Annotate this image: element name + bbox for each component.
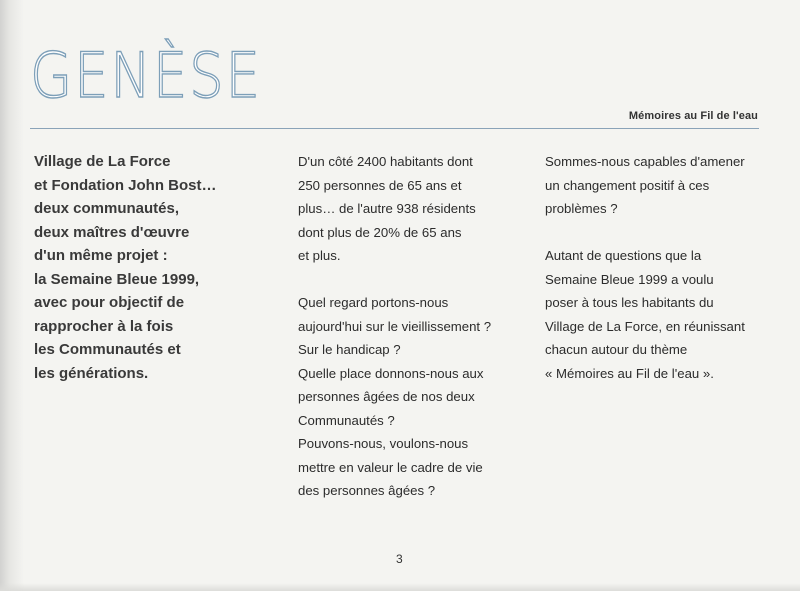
text-line: un changement positif à ces <box>545 177 710 193</box>
text-line: et plus. <box>298 248 341 263</box>
page-bottom-edge <box>0 583 800 591</box>
intro-line: avec pour objectif de <box>34 294 185 311</box>
text-line: problèmes ? <box>545 201 618 216</box>
text-line: 250 personnes de 65 ans et <box>298 177 462 193</box>
intro-line: Village de La Force <box>34 153 171 170</box>
running-header: Mémoires au Fil de l'eau <box>628 110 758 122</box>
text-line: Sommes-nous capables d'amener <box>545 154 745 169</box>
intro-line: deux maîtres d'œuvre <box>34 223 190 241</box>
body-paragraph <box>298 150 528 268</box>
body-paragraph <box>545 244 775 385</box>
intro-line: d'un même projet : <box>34 247 168 264</box>
text-line: Quel regard portons-nous <box>298 295 449 310</box>
header-divider <box>30 128 759 129</box>
intro-line: deux communautés, <box>34 200 180 217</box>
text-line: chacun autour du thème <box>545 342 688 357</box>
intro-line: la Semaine Bleue 1999, <box>34 270 200 288</box>
intro-line: rapprocher à la fois <box>34 317 174 335</box>
text-line: Communautés ? <box>298 412 395 428</box>
text-line: des personnes âgées ? <box>298 483 436 498</box>
body-paragraph <box>298 291 528 503</box>
text-line: Quelle place donnons-nous aux <box>298 365 484 381</box>
text-line: Pouvons-nous, voulons-nous <box>298 436 469 451</box>
page-title: GENÈSE <box>30 39 262 112</box>
middle-column <box>298 150 528 503</box>
page-binding-shadow <box>0 0 24 591</box>
text-line: aujourd'hui sur le vieillissement ? <box>298 318 492 334</box>
intro-line: et Fondation John Bost… <box>34 176 217 194</box>
text-line: plus… de l'autre 938 résidents <box>298 201 476 216</box>
text-line: Sur le handicap ? <box>298 342 401 357</box>
body-paragraph <box>545 150 775 221</box>
text-line: « Mémoires au Fil de l'eau ». <box>545 365 714 381</box>
text-line: mettre en valeur le cadre de vie <box>298 459 483 475</box>
text-line: Village de La Force, en réunissant <box>545 318 745 334</box>
text-line: dont plus de 20% de 65 ans <box>298 224 462 240</box>
text-line: personnes âgées de nos deux <box>298 389 475 404</box>
text-line: D'un côté 2400 habitants dont <box>298 154 473 169</box>
intro-line: les générations. <box>34 364 149 382</box>
intro-column <box>34 150 264 385</box>
intro-line: les Communautés et <box>34 341 181 358</box>
text-line: Semaine Bleue 1999 a voulu <box>545 271 714 287</box>
text-line: poser à tous les habitants du <box>545 295 714 310</box>
right-column <box>545 150 775 385</box>
text-line: Autant de questions que la <box>545 248 702 263</box>
page-number: 3 <box>396 552 403 566</box>
